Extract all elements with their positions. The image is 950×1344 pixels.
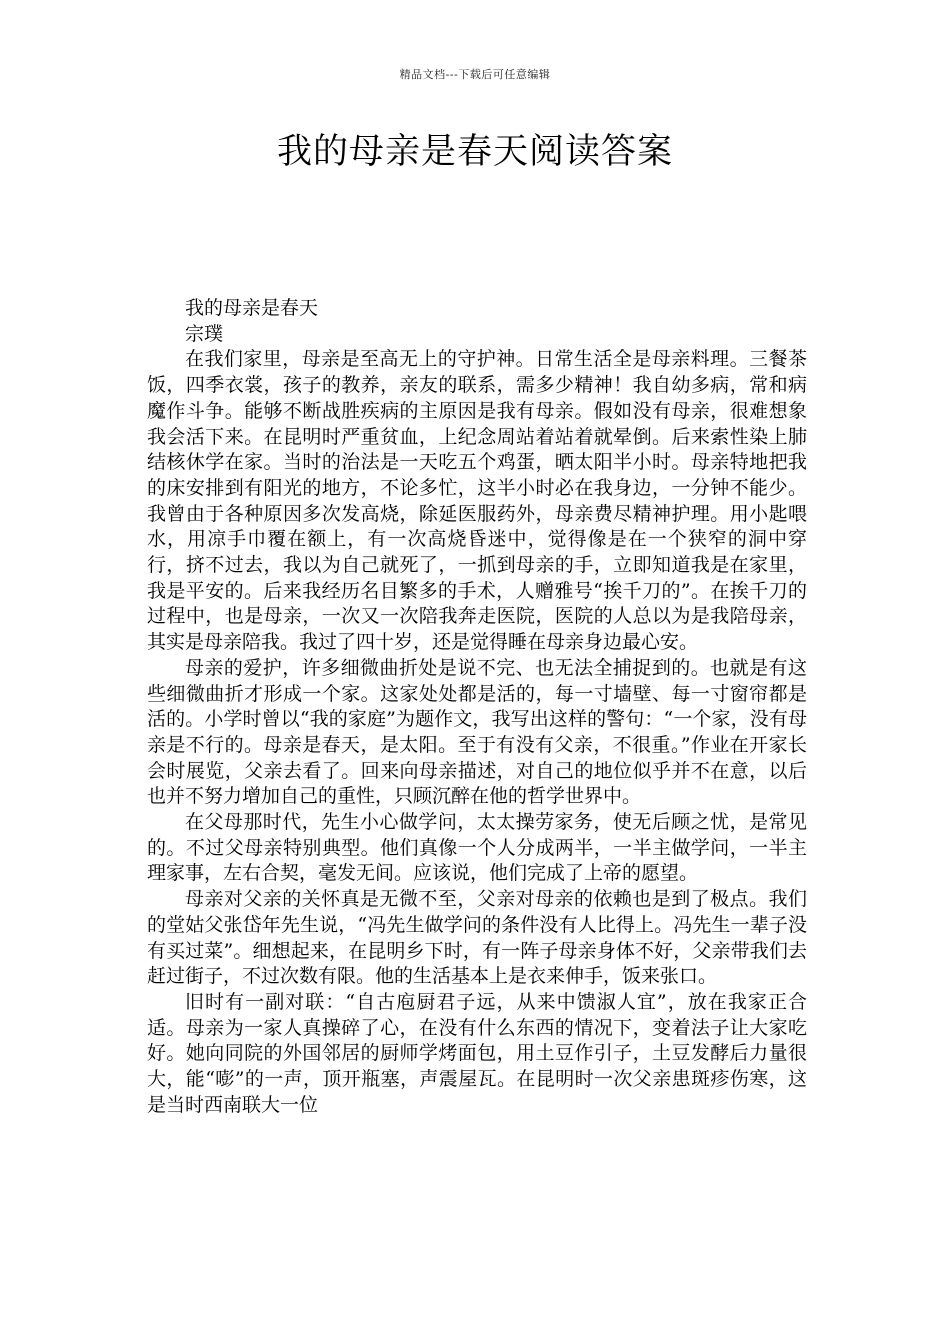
paragraph-2: 母亲的爱护，许多细微曲折处是说不完、也无法全捕捉到的。也就是有这些细微曲折才形成一个家。这家处处都是活的，每一寸墙壁、每一寸窗帘都是活的。小学时曾以“我的家庭”为题作文，我写出这样的警句：“一个家，没有母亲是不行的。母亲是春天，是太阳。至于有没有父亲，不很重。”作业在开家长会时展览，父亲去看了。回来向母亲描述，对自己的地位似乎并不在意，以后也并不努力增加自己的重性，只顾沉醉在他的哲学世界中。	[147, 656, 807, 808]
header-note: 精品文档---下载后可任意编辑	[399, 68, 551, 81]
paragraph-4: 母亲对父亲的关怀真是无微不至，父亲对母亲的依赖也是到了极点。我们的堂姑父张岱年先生说，“冯先生做学问的条件没有人比得上。冯先生一辈子没有买过菜”。细想起来，在昆明乡下时，有一阵子母亲身体不好，父亲带我们去赶过街子，不过次数有限。他的生活基本上是衣来伸手，饭来张口。	[147, 888, 807, 988]
paragraph-1: 在我们家里，母亲是至高无上的守护神。日常生活全是母亲料理。三餐茶饭，四季衣裳，孩子的教养，亲友的联系，需多少精神！我自幼多病，常和病魔作斗争。能够不断战胜疾病的主原因是我有母亲。假如没有母亲，很难想象我会活下来。在昆明时严重贫血，上纪念周站着站着就晕倒。后来索性染上肺结核休学在家。当时的治法是一天吃五个鸡蛋，晒太阳半小时。母亲特地把我的床安排到有阳光的地方，不论多忙，这半小时必在我身边，一分钟不能少。我曾由于各种原因多次发高烧，除延医服药外，母亲费尽精神护理。用小匙喂水，用凉手巾覆在额上，有一次高烧昏迷中，觉得像是在一个狭窄的洞中穿行，挤不过去，我以为自己就死了，一抓到母亲的手，立即知道我是在家里，我是平安的。后来我经历名目繁多的手术，人赠雅号“挨千刀的”。在挨千刀的过程中，也是母亲，一次又一次陪我奔走医院，医院的人总以为是我陪母亲，其实是母亲陪我。我过了四十岁，还是觉得睡在母亲身边最心安。	[147, 348, 807, 654]
article-heading: 我的母亲是春天	[185, 297, 319, 319]
document-title: 我的母亲是春天阅读答案	[276, 132, 673, 172]
paragraph-5: 旧时有一副对联：“自古庖厨君子远，从来中馈淑人宜”，放在我家正合适。母亲为一家人真操碎了心，在没有什么东西的情况下，变着法子让大家吃好。她向同院的外国邻居的厨师学烤面包，用土豆作引子，土豆发酵后力量很大，能“嘭”的一声，顶开瓶塞，声震屋瓦。在昆明时一次父亲患斑疹伤寒，这是当时西南联大一位	[147, 990, 807, 1116]
paragraph-3: 在父母那时代，先生小心做学问，太太操劳家务，使无后顾之忧，是常见的。不过父母亲特别典型。他们真像一个人分成两半，一半主做学问，一半主理家事，左右合契，毫发无间。应该说，他们完成了上帝的愿望。	[147, 811, 807, 885]
article-body	[147, 296, 807, 1119]
article-author: 宗璞	[185, 322, 224, 345]
